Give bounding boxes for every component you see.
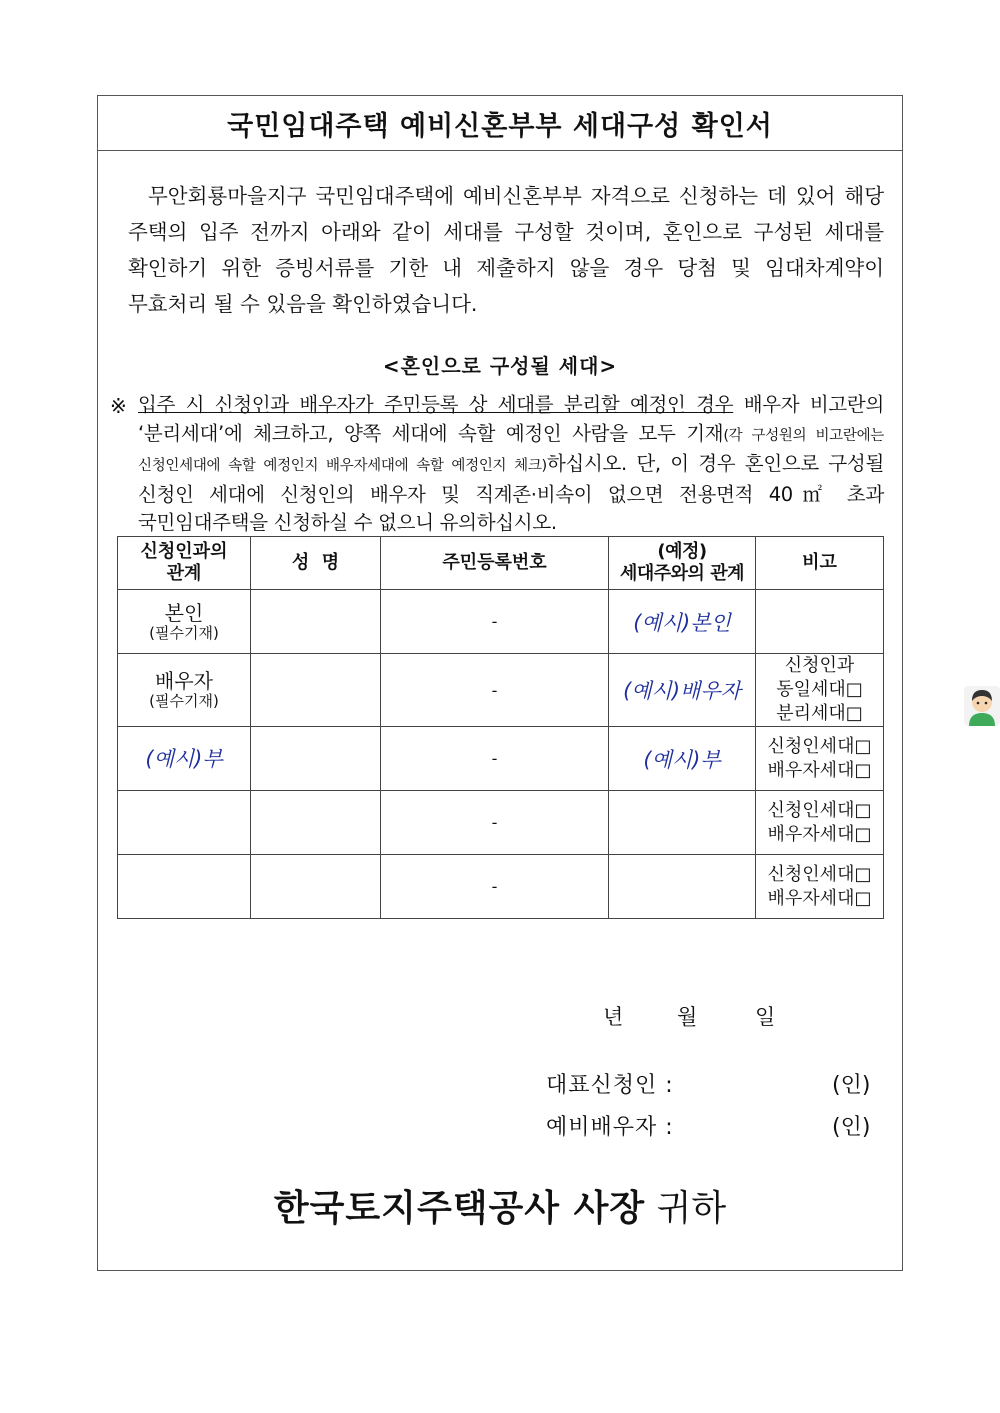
reference-mark-icon: ※ [110,394,127,418]
name-cell[interactable] [251,855,381,919]
relation-cell[interactable] [118,791,251,855]
name-cell[interactable] [251,590,381,654]
representative-seal[interactable]: (인) [832,1073,871,1098]
separate-household-checkbox[interactable]: 분리세대□ [776,703,863,724]
intro-paragraph [128,178,884,322]
table-row [118,791,884,855]
id-number-cell[interactable]: - [381,855,609,919]
applicant-household-checkbox[interactable]: 신청인세대□ [767,863,872,885]
relation-cell[interactable]: 본인 (필수기재) [118,590,251,654]
id-number-cell[interactable]: - [381,727,609,791]
table-row [118,727,884,791]
header-id-number: 주민등록번호 [381,537,609,590]
notice-part-2: 배우자 비고란의 ‘분리세대’에 체크하고, 양쪽 세대에 속할 예정인 사람을 모두 기재 [138,393,884,445]
date-day-label: 일 [755,1005,776,1029]
intro-text: 무안회룡마을지구 국민임대주택에 예비신혼부부 자격으로 신청하는 데 있어 해당 주택의 입주 전까지 아래와 같이 세대를 구성할 것이며, 혼인으로 구성된 세대를 확인하기 위한 증빙서류를 기한 내 제출하지 않을 경우 당첨 및 임대차계약이 무효처리 될 수 있음을 확인하였습니다. [128,184,884,316]
date-year-label: 년 [603,1005,624,1029]
addressee-suffix: 귀하 [656,1188,727,1229]
id-number-cell[interactable]: - [381,791,609,855]
notice-small-note: (각 구성원의 비고란에는 신청인세대에 속할 예정인지 배우자세대에 속할 예정인지 체크) [138,427,884,474]
remarks-cell[interactable] [756,855,884,919]
household-relation-cell[interactable]: (예시)배우자 [609,654,756,727]
addressee [0,1180,1000,1231]
household-relation-cell[interactable] [609,855,756,919]
header-relation: 신청인과의 관계 [118,537,251,590]
remarks-cell[interactable] [756,590,884,654]
remarks-cell[interactable] [756,727,884,791]
spouse-household-checkbox[interactable]: 배우자세대□ [767,759,872,781]
name-cell[interactable] [251,791,381,855]
name-cell[interactable] [251,654,381,727]
date-month-label: 월 [677,1005,698,1029]
household-relation-cell[interactable]: (예시)부 [609,727,756,791]
notice-text [138,391,884,538]
table-row [118,590,884,654]
table-header-row [118,537,884,590]
representative-applicant-label: 대표신청인 : [546,1073,674,1098]
household-relation-cell[interactable] [609,791,756,855]
header-remarks: 비고 [756,537,884,590]
applicant-household-checkbox[interactable]: 신청인세대□ [767,799,872,821]
table-row [118,654,884,727]
relation-cell[interactable]: (예시)부 [118,727,251,791]
section-heading: <혼인으로 구성될 세대> [382,354,618,378]
household-relation-cell[interactable]: (예시)본인 [609,590,756,654]
header-household-relation: (예정) 세대주와의 관계 [609,537,756,590]
person-avatar-icon[interactable] [964,686,1000,726]
notice-underlined: 입주 시 신청인과 배우자가 주민등록 상 세대를 분리할 예정인 경우 [138,393,734,416]
id-number-cell[interactable]: - [381,590,609,654]
remarks-cell[interactable] [756,791,884,855]
applicant-household-checkbox[interactable]: 신청인세대□ [767,735,872,757]
spouse-household-checkbox[interactable]: 배우자세대□ [767,887,872,909]
page-title: 국민임대주택 예비신혼부부 세대구성 확인서 [227,110,773,142]
household-table [117,536,884,919]
remarks-cell[interactable]: 신청인과 동일세대□ 분리세대□ [756,654,884,727]
name-cell[interactable] [251,727,381,791]
table-row [118,855,884,919]
id-number-cell[interactable]: - [381,654,609,727]
addressee-name: 한국토지주택공사 사장 [273,1188,646,1229]
relation-cell[interactable] [118,855,251,919]
notice-part-3: 하십시오. 단, 이 경우 혼인으로 구성될 신청인 세대에 신청인의 배우자 및 직계존·비속이 없으면 전용면적 40㎡ 초과 국민임대주택을 신청하실 수 없으니 유의하십시오. [138,452,884,534]
prospective-spouse-label: 예비배우자 : [546,1115,674,1140]
spouse-household-checkbox[interactable]: 배우자세대□ [767,823,872,845]
header-name: 성 명 [251,537,381,590]
spouse-seal[interactable]: (인) [832,1115,871,1140]
same-household-checkbox[interactable]: 동일세대□ [776,679,863,700]
relation-cell[interactable]: 배우자 (필수기재) [118,654,251,727]
title-bar [98,96,902,151]
